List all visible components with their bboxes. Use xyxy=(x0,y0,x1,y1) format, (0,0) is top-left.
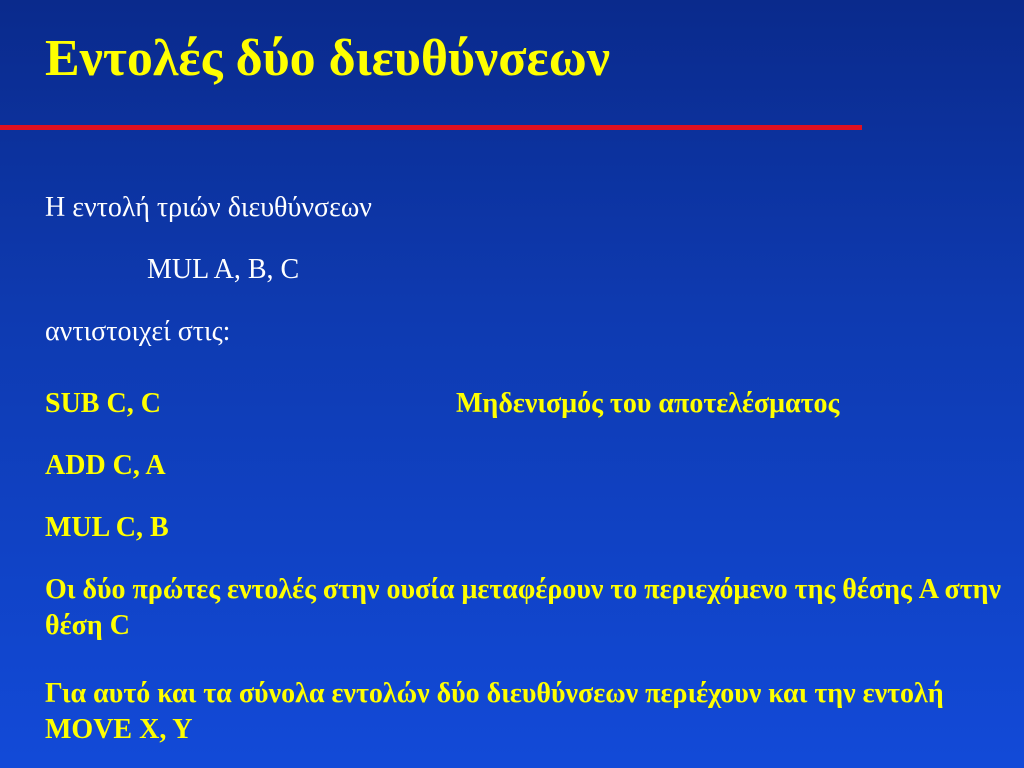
note-move-instruction xyxy=(45,676,1015,748)
move-instruction-code: MOVE X, Y xyxy=(45,714,193,745)
instruction-code-3: MUL C, B xyxy=(45,512,169,543)
instruction-comment-1: Μηδενισμός του αποτελέσματος xyxy=(456,388,840,419)
example-instruction: MUL A, B, C xyxy=(147,254,300,285)
instruction-code-2: ADD C, A xyxy=(45,450,166,481)
title-underline xyxy=(0,125,862,130)
maps-to-text: αντιστοιχεί στις: xyxy=(45,316,231,347)
intro-text: Η εντολή τριών διευθύνσεων xyxy=(45,192,372,223)
note-transfer: Οι δύο πρώτες εντολές στην ουσία μεταφέρουν το περιεχόμενο της θέσης A στην θέση C xyxy=(45,574,1002,641)
instruction-code-1: SUB C, C xyxy=(45,388,161,419)
slide-title: Εντολές δύο διευθύνσεων xyxy=(45,30,610,87)
note-move-prefix: Για αυτό και τα σύνολα εντολών δύο διευθύνσεων περιέχουν και την εντολή xyxy=(45,678,944,709)
